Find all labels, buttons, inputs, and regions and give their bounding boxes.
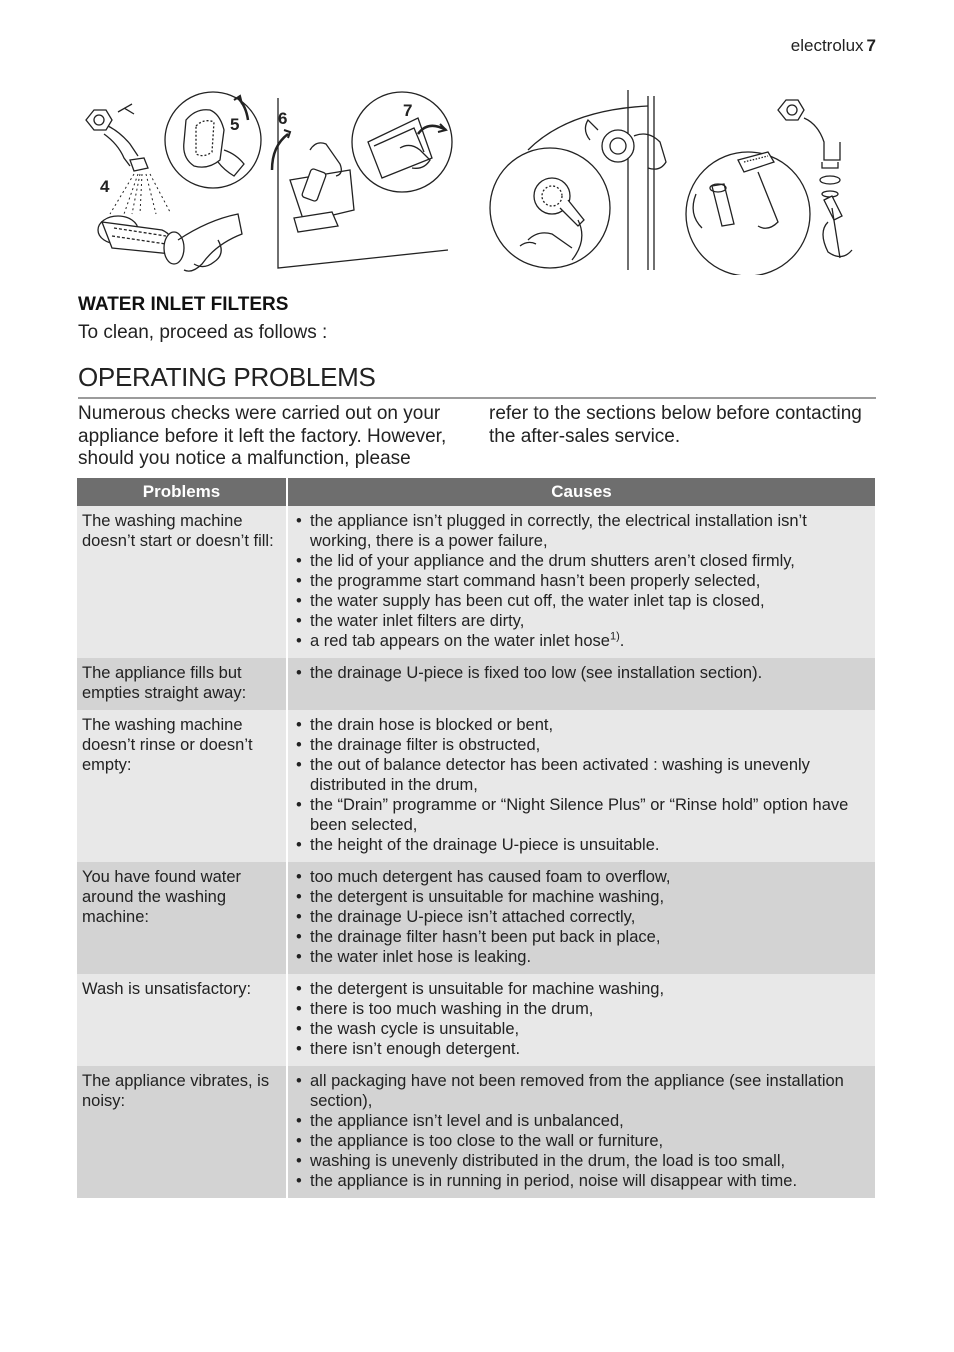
causes-list xyxy=(293,979,869,1059)
cause-item: • the wash cycle is unsuitable, xyxy=(310,1019,869,1039)
filter-tube xyxy=(98,214,242,271)
cause-item: • the water inlet hose is leaking. xyxy=(310,947,869,967)
step-label-7: 7 xyxy=(403,101,413,120)
brand-name: electrolux xyxy=(790,36,864,55)
cause-item: • the drainage filter hasn’t been put back in place, xyxy=(310,927,869,947)
step-label-5: 5 xyxy=(230,115,240,134)
water-inlet-filters-title: WATER INLET FILTERS xyxy=(78,294,289,315)
cause-text: a red tab appears on the water inlet hose xyxy=(310,632,610,650)
cause-item: • the height of the drainage U-piece is unsuitable. xyxy=(310,835,869,855)
table-row xyxy=(77,1066,875,1198)
page-header xyxy=(791,36,876,56)
table-row xyxy=(77,974,875,1066)
cause-item: • the drainage U-piece isn’t attached correctly, xyxy=(310,907,869,927)
inlet-filter-illustration xyxy=(488,90,868,275)
problem-cell: You have found water around the washing machine: xyxy=(77,862,287,974)
problem-cell: The appliance vibrates, is noisy: xyxy=(77,1066,287,1198)
water-spray xyxy=(110,174,170,214)
causes-cell xyxy=(287,658,875,710)
problem-cell: The washing machine doesn’t start or doesn’t fill: xyxy=(77,506,287,658)
cause-item: • the appliance isn’t plugged in correctly, the electrical installation isn’t working, there is a power failure, xyxy=(310,511,869,551)
cause-item xyxy=(310,631,869,651)
cause-item: • too much detergent has caused foam to overflow, xyxy=(310,867,869,887)
problem-cell: Wash is unsatisfactory: xyxy=(77,974,287,1066)
cause-item: • the appliance isn’t level and is unbalanced, xyxy=(310,1111,869,1131)
filter-cover-circle xyxy=(352,92,452,192)
cause-item: • the drain hose is blocked or bent, xyxy=(310,715,869,735)
causes-list xyxy=(293,511,869,651)
causes-list xyxy=(293,663,869,683)
operating-problems-title: OPERATING PROBLEMS xyxy=(78,362,376,392)
inlet-valve-circle xyxy=(490,148,610,268)
water-inlet-filters-text: To clean, proceed as follows : xyxy=(78,322,328,343)
causes-cell xyxy=(287,710,875,862)
table-header-row xyxy=(77,478,875,506)
footnote-mark: 1) xyxy=(609,630,620,643)
cause-item: • there isn’t enough detergent. xyxy=(310,1039,869,1059)
table-row xyxy=(77,506,875,658)
causes-cell xyxy=(287,974,875,1066)
intro-text-right: refer to the sections below before contacting the after-sales service. xyxy=(489,403,862,447)
cause-item: • the out of balance detector has been activated : washing is unevenly distributed in the drum, xyxy=(310,755,869,795)
causes-list xyxy=(293,715,869,855)
cause-item: • there is too much washing in the drum, xyxy=(310,999,869,1019)
cause-item: • the water inlet filters are dirty, xyxy=(310,611,869,631)
tap-filter-circle xyxy=(686,152,810,275)
causes-list xyxy=(293,1071,869,1191)
brush-icon xyxy=(823,196,852,258)
cause-item: • all packaging have not been removed from the appliance (see installation section), xyxy=(310,1071,869,1111)
water-tap-icon xyxy=(86,104,148,171)
step-label-4: 4 xyxy=(100,177,110,196)
cause-item: • the programme start command hasn’t been properly selected, xyxy=(310,571,869,591)
cause-item: • the drainage U-piece is fixed too low (see installation section). xyxy=(310,663,869,683)
filter-removal-circle xyxy=(165,92,261,188)
step-label-6: 6 xyxy=(278,109,288,128)
intro-text-left: Numerous checks were carried out on your appliance before it left the factory. However, should you notice a malfunction, please xyxy=(78,403,447,469)
causes-cell xyxy=(287,862,875,974)
cause-item: • the drainage filter is obstructed, xyxy=(310,735,869,755)
table-row xyxy=(77,862,875,974)
causes-cell xyxy=(287,1066,875,1198)
cause-item: • the water supply has been cut off, the water inlet tap is closed, xyxy=(310,591,869,611)
cause-suffix: . xyxy=(619,632,625,650)
cause-item: • the appliance is too close to the wall or furniture, xyxy=(310,1131,869,1151)
problem-cell: The washing machine doesn’t rinse or doesn’t empty: xyxy=(77,710,287,862)
page-number: 7 xyxy=(866,36,876,55)
causes-list xyxy=(293,867,869,967)
section-divider xyxy=(78,397,876,399)
column-header-causes: Causes xyxy=(287,478,875,506)
causes-cell xyxy=(287,506,875,658)
filter-cleaning-illustration xyxy=(78,90,458,275)
cause-item: • the appliance is in running in period, noise will disappear with time. xyxy=(310,1171,869,1191)
problem-cell: The appliance fills but empties straight away: xyxy=(77,658,287,710)
cause-item: • washing is unevenly distributed in the drum, the load is too small, xyxy=(310,1151,869,1171)
table-row xyxy=(77,710,875,862)
problems-table xyxy=(77,478,875,1198)
cause-item: • the detergent is unsuitable for machine washing, xyxy=(310,979,869,999)
table-row xyxy=(77,658,875,710)
column-header-problems: Problems xyxy=(77,478,287,506)
cause-item: • the detergent is unsuitable for machine washing, xyxy=(310,887,869,907)
cause-item: • the “Drain” programme or “Night Silence Plus” or “Rinse hold” option have been selected, xyxy=(310,795,869,835)
cause-item: • the lid of your appliance and the drum shutters aren’t closed firmly, xyxy=(310,551,869,571)
